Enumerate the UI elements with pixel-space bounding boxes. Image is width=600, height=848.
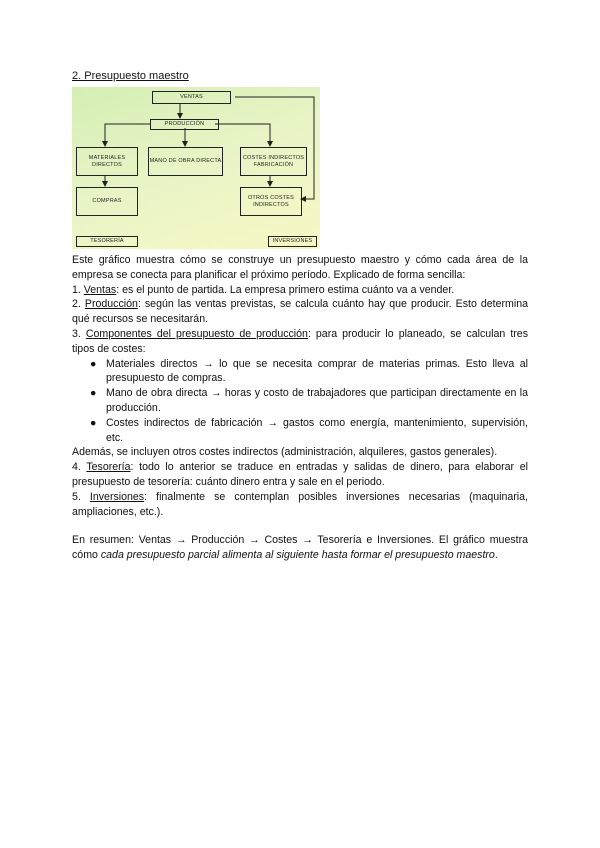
- list-item: 3. Componentes del presupuesto de producción: para producir lo planeado, se calculan tres tipos de costes:: [72, 327, 528, 355]
- tesoreria-label: Tesorería: [86, 461, 131, 474]
- otros-costes-box: OTROS COSTES INDIRECTOS: [240, 187, 302, 216]
- bullet-item: ● Materiales directos → lo que se necesita comprar de materias primas. Esto lleva al presupuesto de compras.: [90, 357, 528, 385]
- inversiones-label: Inversiones: [89, 490, 145, 503]
- mano-obra-box: MANO DE OBRA DIRECTA: [148, 147, 223, 176]
- costes-indirectos-box: COSTES INDIRECTOS FABRICACIÓN: [240, 147, 307, 176]
- produccion-label: Producción: [84, 298, 138, 311]
- bullet-item: ● Mano de obra directa → horas y costo de trabajadores que participan directamente en la producción.: [90, 387, 528, 414]
- budget-diagram: [72, 87, 320, 249]
- cost-bullet-list: [72, 357, 528, 446]
- list-item: 2. Producción: según las ventas previstas, se calcula cuánto hay que producir. Esto determina qué recursos se necesitarán.: [72, 298, 528, 326]
- produccion-box: PRODUCCIÓN: [150, 119, 219, 130]
- summary-paragraph: En resumen: Ventas → Producción → Costes → Tesorería e Inversiones. El gráfico muestra cómo cada presupuesto parcial alimenta al siguiente hasta formar el presupuesto maestro.: [72, 534, 528, 562]
- tesoreria-box: TESORERÍA: [76, 236, 138, 247]
- list-item: 5. Inversiones: finalmente se contemplan posibles inversiones necesarias (maquinaria, ampliaciones, etc.).: [72, 490, 528, 518]
- ventas-box: VENTAS: [152, 91, 231, 104]
- materiales-box: MATERIALES DIRECTOS: [76, 147, 138, 176]
- intro-paragraph: Este gráfico muestra cómo se construye un presupuesto maestro y cómo cada área de la empresa se conecta para planificar el próximo período. Explicado de forma sencilla:: [72, 254, 528, 281]
- list-item: 1. Ventas: es el punto de partida. La empresa primero estima cuánto va a vender.: [72, 283, 455, 296]
- compras-box: COMPRAS: [76, 187, 138, 216]
- page-title: 2. Presupuesto maestro: [72, 70, 189, 82]
- body-text: [72, 253, 528, 563]
- indirect-note: Además, se incluyen otros costes indirectos (administración, alquileres, gastos generales).: [72, 446, 498, 459]
- ventas-label: Ventas: [83, 283, 117, 296]
- inversiones-box: INVERSIONES: [268, 236, 317, 247]
- list-item: 4. Tesorería: todo lo anterior se traduce en entradas y salidas de dinero, para elaborar el presupuesto de tesorería: cuánto dinero entra y sale en el periodo.: [72, 461, 528, 488]
- componentes-label: Componentes del presupuesto de producción: [85, 327, 308, 340]
- bullet-item: ● Costes indirectos de fabricación → gastos como energía, mantenimiento, supervisión, etc.: [90, 416, 528, 444]
